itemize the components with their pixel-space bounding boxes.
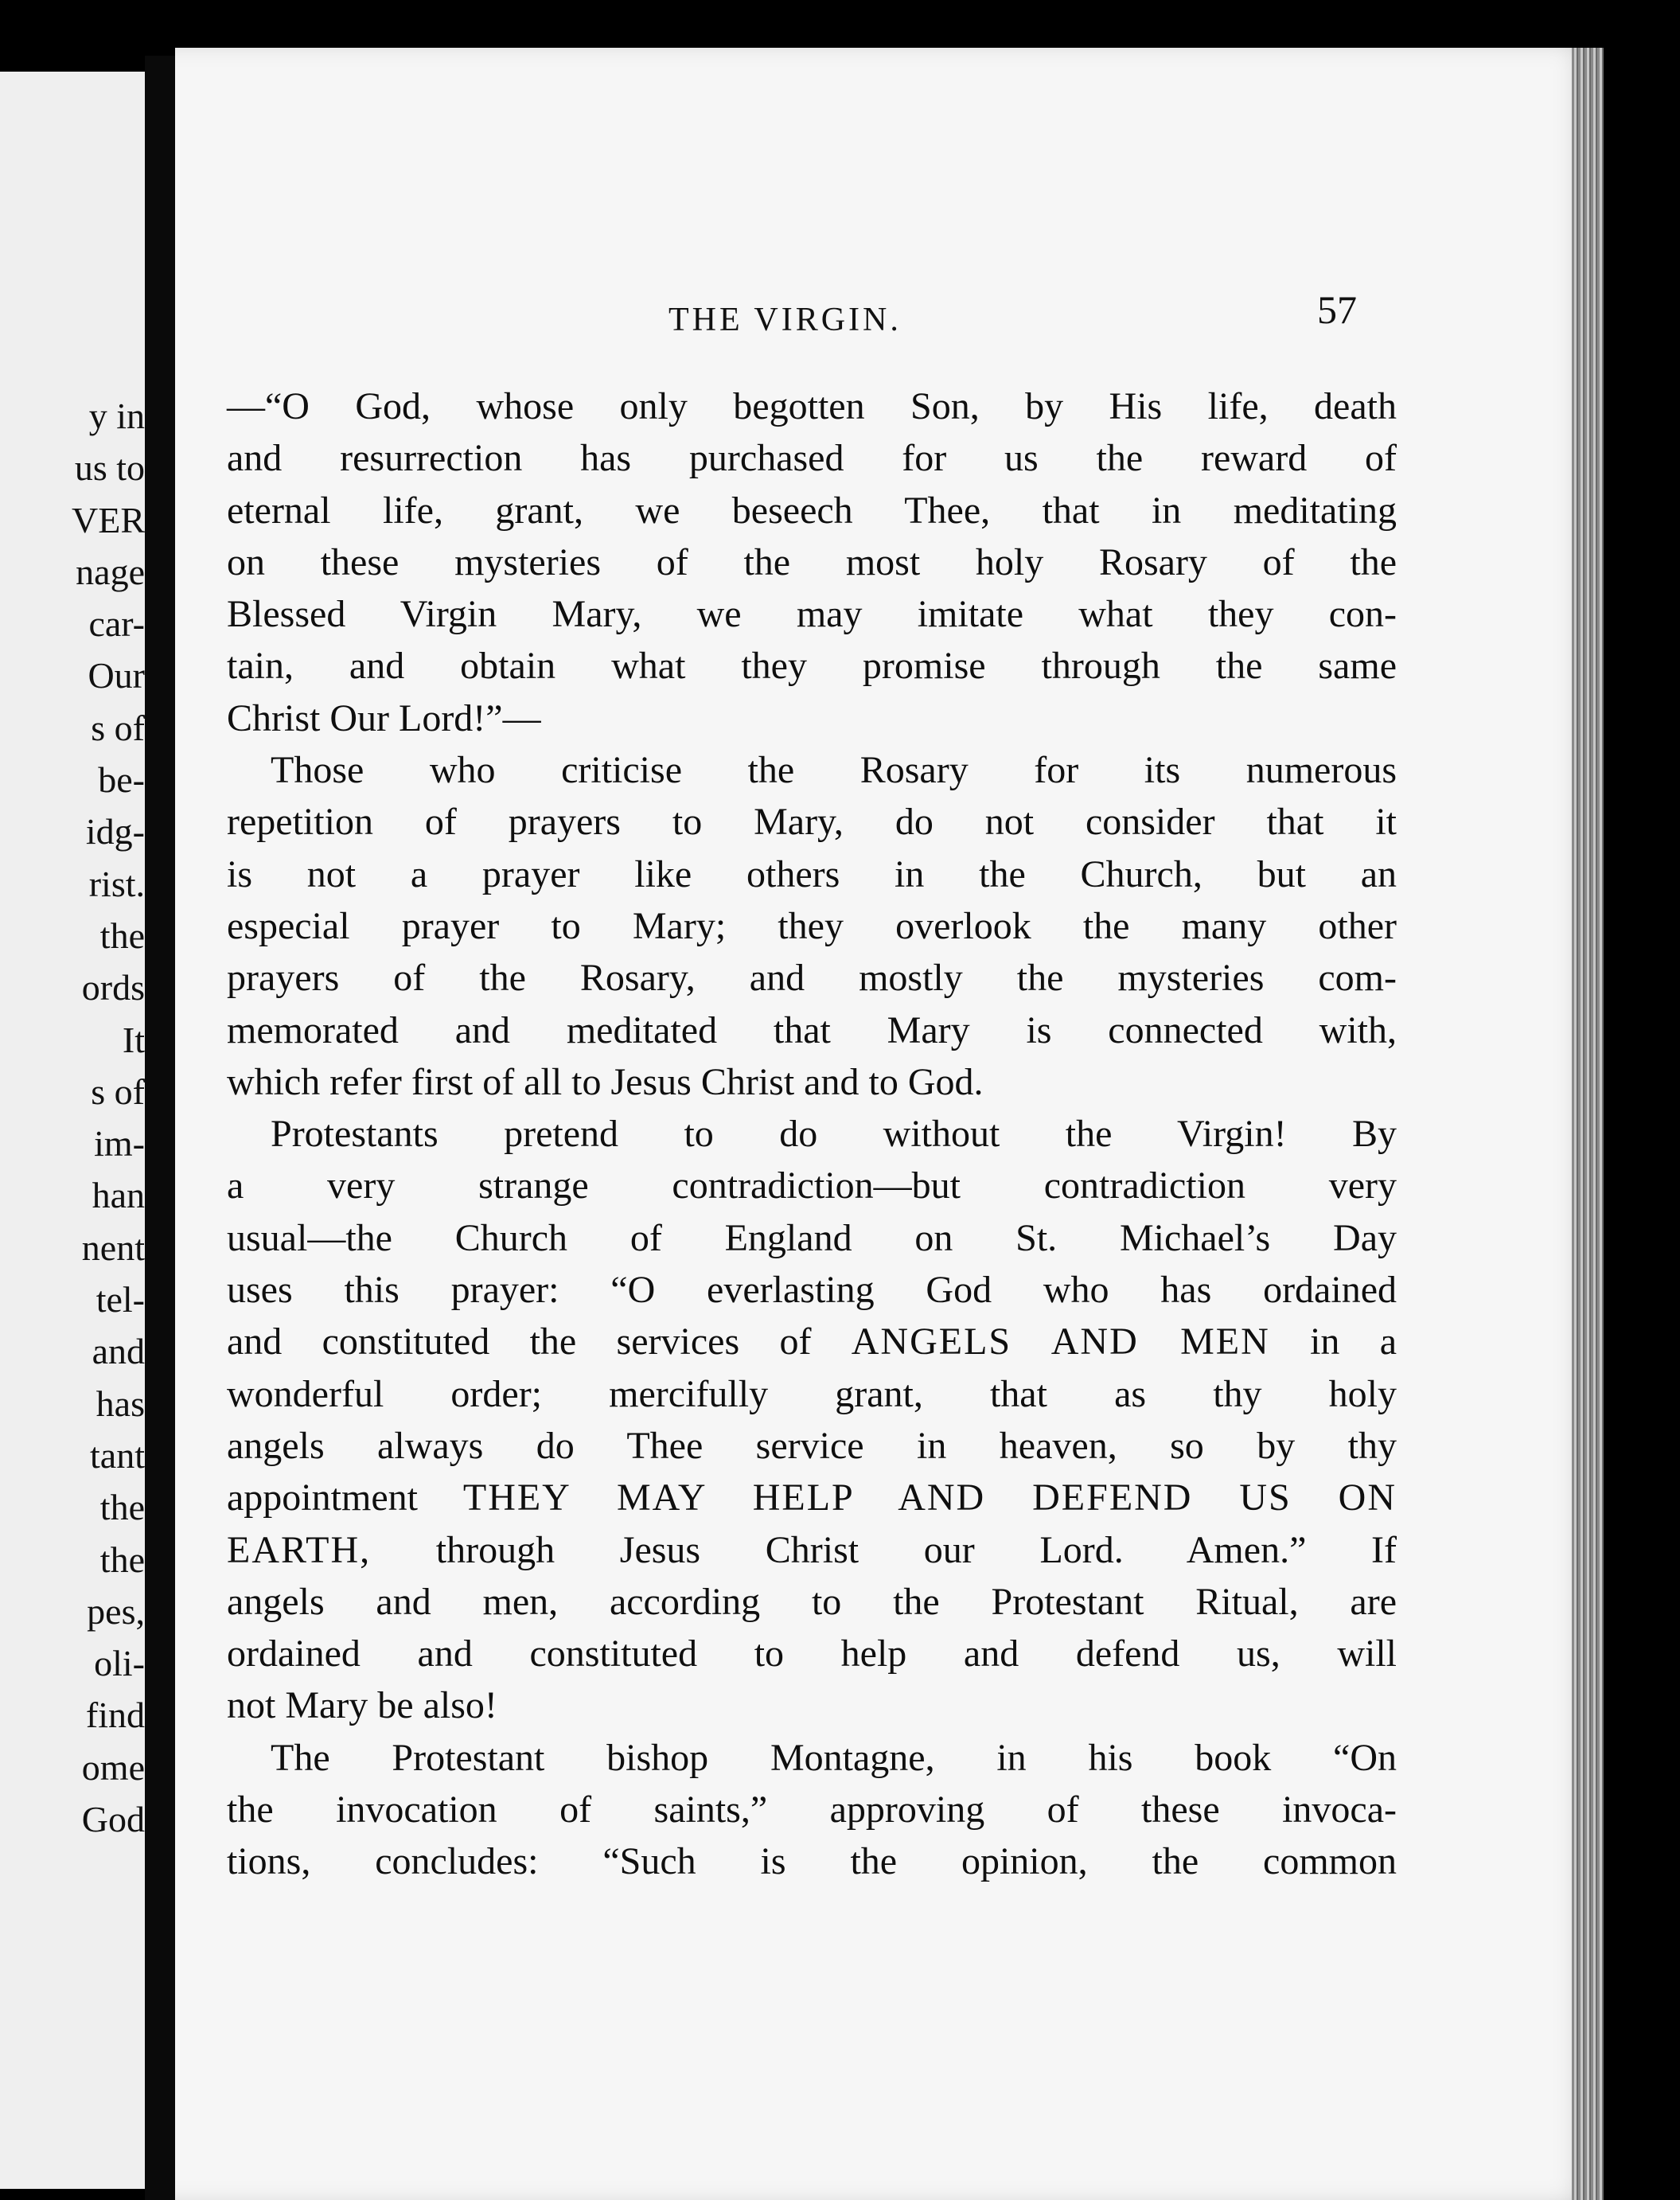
text-line: repetition of prayers to Mary, do not consider that it [227, 801, 1397, 844]
left-page-line-fragment: rist. [88, 863, 145, 904]
text-line: tions, concludes: “Such is the opinion, the common [227, 1840, 1397, 1883]
text-line: is not a prayer like others in the Church, but an [227, 852, 1397, 895]
text-line: Those who criticise the Rosary for its numerous [271, 749, 1397, 792]
left-page-line-fragment: oli- [94, 1643, 145, 1684]
text-line: wonderful order; mercifully grant, that as thy holy [227, 1372, 1397, 1415]
body-text [227, 380, 1397, 1888]
text-line: which refer first of all to Jesus Christ and to God. [227, 1060, 984, 1103]
left-page-line-fragment: the [99, 1487, 145, 1528]
left-page-line-fragment: the [99, 1539, 145, 1580]
text-line: —“O God, whose only begotten Son, by His life, death [227, 385, 1397, 427]
left-page-line-fragment: has [95, 1383, 145, 1424]
text-line: prayers of the Rosary, and mostly the mysteries com- [227, 957, 1397, 1000]
text-segment: in a [1310, 1320, 1397, 1363]
text-line: Blessed Virgin Mary, we may imitate what they con- [227, 593, 1397, 636]
left-page-line-fragment: pes, [87, 1590, 145, 1632]
left-page [0, 72, 145, 2189]
left-page-line-fragment: and [92, 1331, 145, 1372]
left-page-line-fragment: be- [98, 759, 145, 801]
left-page-line-fragment: s of [91, 1071, 145, 1112]
left-page-line-fragment: tant [90, 1434, 145, 1476]
text-line: angels always do Thee service in heaven, so by thy [227, 1424, 1397, 1467]
text-line: the invocation of saints,” approving of these invoca- [227, 1788, 1397, 1831]
page-number: 57 [1317, 287, 1357, 332]
text-segment: appointment [227, 1476, 418, 1519]
running-title: THE VIRGIN. [668, 302, 902, 338]
text-line: not Mary be also! [227, 1684, 497, 1727]
text-line: tain, and obtain what they promise through the same [227, 645, 1397, 688]
left-page-line-fragment: nent [81, 1227, 145, 1268]
left-page-text-column [25, 390, 145, 1845]
left-page-line-fragment: car- [88, 603, 145, 645]
text-line: Protestants pretend to do without the Virgin! By [271, 1113, 1397, 1156]
book-gutter [145, 56, 175, 2200]
left-page-line-fragment: y in [88, 396, 145, 436]
text-line: uses this prayer: “O everlasting God who has ordained [227, 1269, 1397, 1312]
left-page-line-fragment: us to [74, 447, 145, 489]
page-edge [1572, 48, 1604, 2200]
left-page-line-fragment: Our [88, 655, 145, 696]
left-page-line-fragment: God [81, 1799, 145, 1840]
left-page-line-fragment: VER [72, 499, 145, 540]
text-line: a very strange contradiction—but contradiction very [227, 1164, 1397, 1207]
text-line [227, 1524, 1397, 1576]
text-line: Christ Our Lord!”— [227, 696, 541, 739]
text-segment: through Jesus Christ our Lord. Amen.” If [435, 1528, 1397, 1571]
left-page-line-fragment: find [85, 1695, 145, 1736]
left-page-line-fragment: It [122, 1019, 145, 1060]
text-line: The Protestant bishop Montagne, in his book “On [271, 1736, 1397, 1779]
left-page-line-fragment: nage [76, 551, 145, 592]
text-line: eternal life, grant, we beseech Thee, that in meditating [227, 489, 1397, 532]
text-line: on these mysteries of the most holy Rosary of the [227, 540, 1397, 583]
left-page-line-fragment: idg- [85, 811, 145, 852]
left-page-line-fragment: tel- [95, 1279, 145, 1320]
left-page-line-fragment: han [92, 1175, 145, 1216]
left-page-line-fragment: the [99, 915, 145, 956]
left-page-line-fragment: s of [91, 707, 145, 748]
text-line: especial prayer to Mary; they overlook the many other [227, 904, 1397, 947]
text-line: angels and men, according to the Protestant Ritual, are [227, 1580, 1397, 1623]
left-page-line-fragment: im- [94, 1123, 145, 1164]
text-line: memorated and meditated that Mary is connected with, [227, 1008, 1397, 1051]
text-line: usual—the Church of England on St. Michael’s Day [227, 1216, 1397, 1259]
text-segment: and constituted the services of [227, 1320, 812, 1363]
text-line: and resurrection has purchased for us the reward of [227, 437, 1397, 480]
left-page-line-fragment: ome [81, 1746, 145, 1788]
small-caps-text: EARTH, [227, 1528, 372, 1571]
text-line [227, 1316, 1397, 1367]
left-page-line-fragment: ords [81, 967, 145, 1008]
text-line: ordained and constituted to help and defend us, will [227, 1632, 1397, 1675]
small-caps-text: ANGELS AND MEN [851, 1320, 1270, 1363]
text-line [227, 1472, 1397, 1523]
small-caps-text: THEY MAY HELP AND DEFEND US ON [462, 1476, 1397, 1519]
